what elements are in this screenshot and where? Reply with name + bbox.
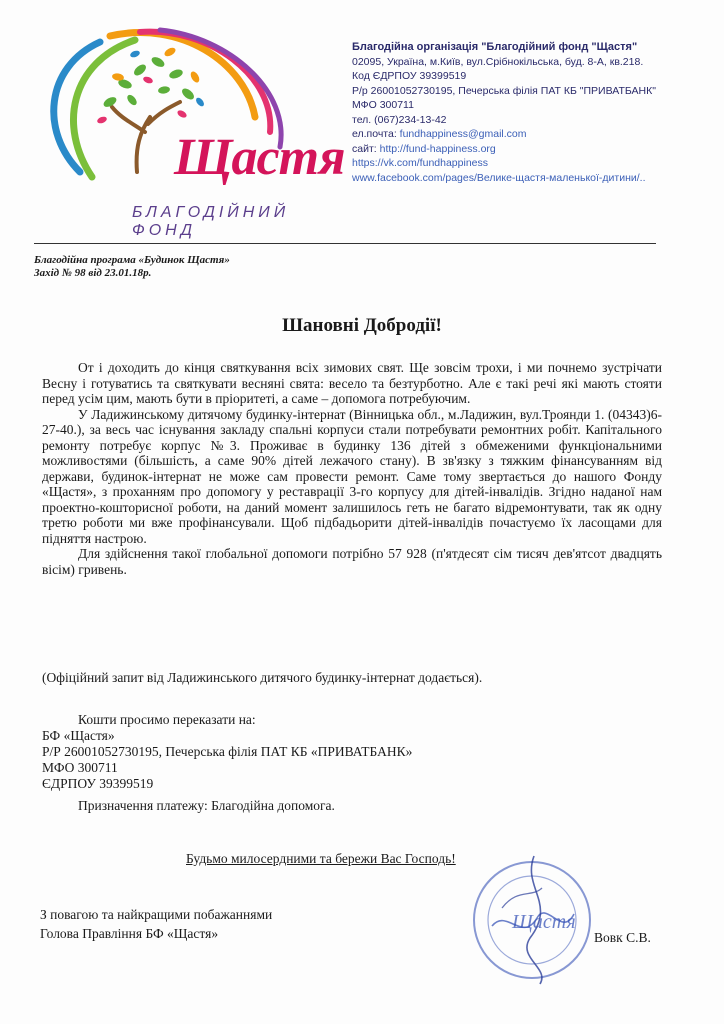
header-divider <box>34 243 656 244</box>
program-event: Захід № 98 від 23.01.18р. <box>34 267 152 279</box>
org-title: Благодійна організація "Благодійний фонд "Щастя" <box>352 41 638 53</box>
org-mfo: МФО 300711 <box>352 99 414 111</box>
regards-line: З повагою та найкращими побажаннями <box>40 907 273 922</box>
organization-details <box>352 40 712 185</box>
body-paragraph-1: От і доходить до кінця святкування всіх зимових свят. Ще зовсім трохи, і ми почнемо зустрічати Весну і готуватись та святкувати весняні свята: весело та безтурботно. Але є такі речі які мають стояти перед усім цим, мають бути в пріоритеті, а саме – допомога потребуючим. <box>42 360 662 406</box>
program-reference <box>34 254 230 280</box>
org-phone: тел. (067)234-13-42 <box>352 113 447 126</box>
org-site-link[interactable]: http://fund-happiness.org <box>379 142 496 155</box>
program-name: Благодійна програма «Будинок Щастя» <box>34 254 230 266</box>
signer-position: Голова Правління БФ «Щастя» <box>40 926 219 941</box>
closing-blessing: Будьмо милосердними та бережи Вас Господь! <box>186 851 456 866</box>
attachment-note: (Офіційний запит від Ладижинського дитячого будинку-інтернат додається). <box>42 670 483 685</box>
org-email-link[interactable]: fundhappiness@gmail.com <box>399 128 527 140</box>
fund-stamp <box>462 848 602 988</box>
fund-logo <box>40 22 345 239</box>
org-email-label: ел.почта: <box>352 128 397 140</box>
org-account: Р/р 26001052730195, Печерська філія ПАТ КБ "ПРИВАТБАНК" <box>352 84 656 97</box>
payment-fund: БФ «Щастя» <box>42 728 115 743</box>
payment-account: Р/Р 26001052730195, Печерська філія ПАТ КБ «ПРИВАТБАНК» <box>42 744 413 759</box>
org-address: 02095, Україна, м.Київ, вул.Срібнокільська, буд. 8-А, кв.218. <box>352 55 644 68</box>
org-email-row <box>352 127 712 142</box>
logo-subtitle: БЛАГОДІЙНИЙ ФОНД <box>132 204 290 239</box>
payment-edrpou: ЄДРПОУ 39399519 <box>42 776 154 791</box>
payment-purpose: Призначення платежу: Благодійна допомога. <box>78 798 335 813</box>
org-vk-link[interactable]: https://vk.com/fundhappiness <box>352 157 488 169</box>
org-site-label: сайт: <box>352 142 377 155</box>
payment-mfo: МФО 300711 <box>42 760 118 775</box>
signer-name: Вовк С.В. <box>594 930 651 945</box>
logo-wordmark: Щастя <box>174 129 345 186</box>
body-paragraph-3: Для здійснення такої глобальної допомоги потрібно 57 928 (п'ятдесят сім тисяч дев'ятсот двадцять вісім) гривень. <box>42 546 662 577</box>
closing-regards <box>40 905 272 943</box>
payment-intro: Кошти просимо переказати на: <box>78 712 256 727</box>
letter-body <box>42 360 662 577</box>
payment-details <box>42 712 412 814</box>
stamp-graphic <box>462 848 602 988</box>
org-site-row <box>352 142 712 157</box>
letter-greeting: Шановні Добродії! <box>282 315 442 336</box>
svg-text:Щастя: Щастя <box>512 911 576 933</box>
org-facebook-link[interactable]: www.facebook.com/pages/Велике-щастя-маленької-дитини/.. <box>352 171 646 184</box>
body-paragraph-2: У Ладижинському дитячому будинку-інтернат (Вінницька обл., м.Ладижин, вул.Троянди 1. (04343)6-27-40.), за весь час існування закладу спальні корпуси стали потребувати ремонтних робіт. Капітального ремонту потребує корпус №3. Проживає в будинку 136 дітей з обмеженими функціональними можливостями (більшість, а саме 90% дітей лежачого стану). В зв'язку з тяжким фінансуванням від держави, будинок-інтернат не може сам провести ремонт. Саме тому звертається до нашого Фонду «Щастя», з проханням про допомогу у реставрації 3-го корпусу для дітей-інвалідів. Згідно наданої нам проектно-кошторисної роботи, на даний момент залишилось геть не багато відремонтувати, так як одну третю роботи ми вже профінансували. Щоб підбадьорити дітей-інвалідів почастуємо їх ласощами для підняття настрою. <box>42 406 662 546</box>
org-edrpou: Код ЄДРПОУ 39399519 <box>352 70 467 82</box>
